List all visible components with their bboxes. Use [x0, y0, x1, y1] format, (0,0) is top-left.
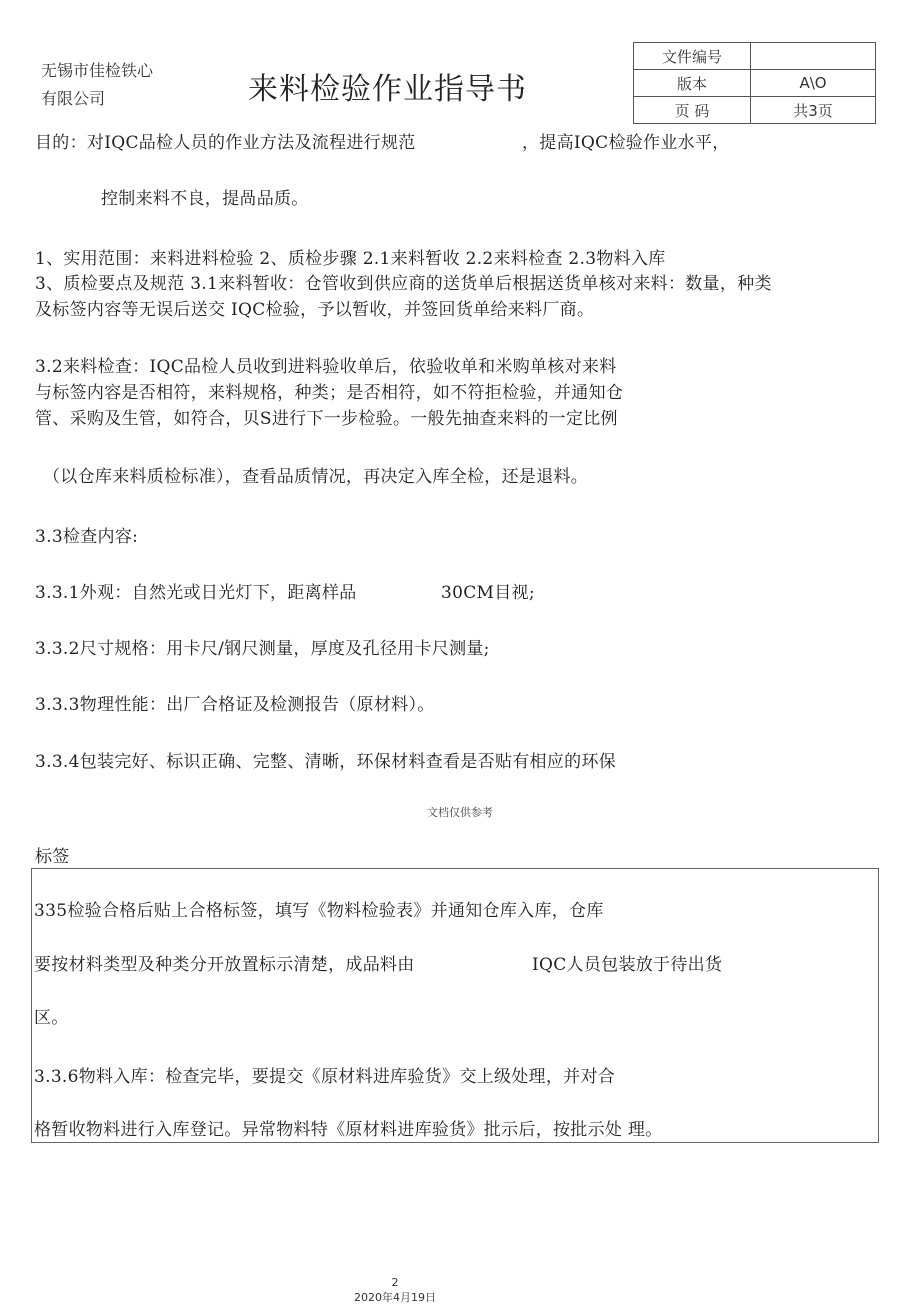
section-3-line1: 3、质检要点及规范 3.1来料暂收：仓管收到供应商的送货单后根据送货单核对来料：数量，种类: [35, 274, 772, 294]
purpose-text-cont: ，提高IQC检验作业水平，: [522, 133, 730, 153]
footer-date: 2020年4月19日: [354, 1291, 436, 1304]
purpose-text-line2: 控制来料不良，提咼品质。: [101, 189, 309, 209]
company-name-line2: 有限公司: [41, 89, 106, 108]
document-info-table: [633, 42, 876, 124]
page-number: 2: [391, 1276, 399, 1289]
section-3-2-line4: （以仓库来料质检标准），查看品质情况，再决定入库全检，还是退料。: [43, 467, 589, 487]
section-3-3-4: 3.3.4包装完好、标识正确、完整、清晰，环保材料查看是否贴有相应的环保: [35, 752, 617, 772]
document-title: 来料检验作业指导书: [248, 72, 527, 107]
section-3-3-2: 3.3.2尺寸规格：用卡尺/钢尺测量，厚度及孔径用卡尺测量;: [35, 639, 490, 659]
section-3-3-1-cont: 30CM目视;: [441, 583, 535, 603]
info-label: 版本: [634, 70, 751, 97]
section-3-3-5-line3: 区。: [34, 1008, 69, 1028]
section-3-3-6-line2: 格暂收物料进行入库登记。异常物料特《原材料进库验货》批示后，按批示处 理。: [34, 1120, 663, 1140]
purpose-text: 目的：对IQC品检人员的作业方法及流程进行规范: [35, 133, 416, 153]
section-3-3-heading: 3.3检查内容:: [35, 527, 139, 547]
section-3-3-3: 3.3.3物理性能：出厂合格证及检测报告（原材料）。: [35, 695, 435, 715]
info-value: 共3页: [751, 97, 876, 124]
info-row-file-number: [634, 43, 876, 70]
section-3-3-6-line1: 3.3.6物料入库：检查完毕，要提交《原材料进库验货》交上级处理，并对合: [34, 1067, 616, 1087]
section-3-3-4-cont: 标签: [35, 847, 70, 867]
reference-note: 文档仅供参考: [427, 806, 493, 819]
info-label: 文件编号: [634, 43, 751, 70]
info-row-version: [634, 70, 876, 97]
section-3-3-5-line1: 335检验合格后贴上合格标签，填写《物料检验表》并通知仓库入库，仓库: [34, 901, 604, 921]
section-3-line2: 及标签内容等无误后送交 IQC检验，予以暂收，并签回货单给来料厂商。: [35, 300, 595, 320]
company-name-line1: 无锡市佳检铁心: [41, 61, 154, 80]
scope-text: 1、实用范围：来料进料检验 2、质检步骤 2.1来料暂收 2.2来料检查 2.3物料入库: [35, 249, 666, 269]
section-3-2-line3: 管、采购及生管，如符合，贝S进行下一步检验。一般先抽查来料的一定比例: [35, 409, 618, 429]
info-value: A\O: [751, 70, 876, 97]
section-3-2-line2: 与标签内容是否相符，来料规格，种类；是否相符，如不符拒检验，并通知仓: [35, 383, 624, 403]
section-3-3-5-line2: 要按材料类型及种类分开放置标示清楚，成品料由: [34, 955, 415, 975]
info-row-pages: [634, 97, 876, 124]
section-3-2-line1: 3.2来料检查：IQC品检人员收到进料验收单后，依验收单和米购单核对来料: [35, 357, 617, 377]
section-3-3-5-line2-cont: IQC人员包装放于待出货: [532, 955, 723, 975]
section-3-3-1: 3.3.1外观：自然光或日光灯下，距离样品: [35, 583, 357, 603]
info-value: [751, 43, 876, 70]
info-label: 页 码: [634, 97, 751, 124]
